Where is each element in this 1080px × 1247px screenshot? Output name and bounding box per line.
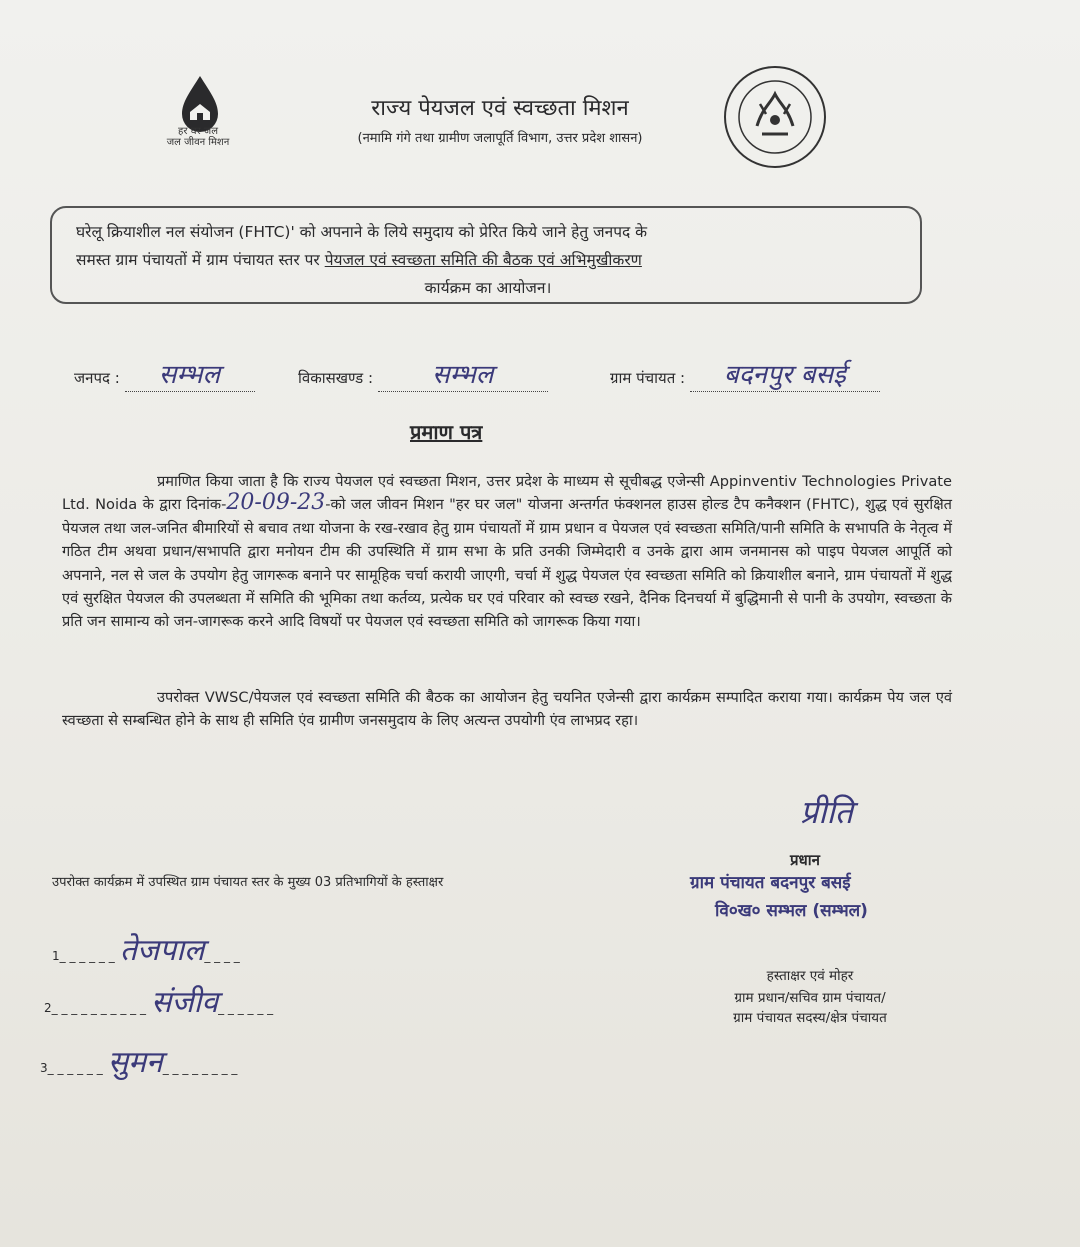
participant-row-1: 1_ _ _ _ _ _ तेजपाल_ _ _ _ — [52, 933, 240, 968]
logo-caption: हर घर जल जल जीवन मिशन — [166, 126, 230, 148]
program-title-line1: घरेलू क्रियाशील नल संयोजन (FHTC)' को अपनाने के लिये समुदाय को प्रेरित किये जाने हेतु जनपद के — [76, 223, 648, 241]
program-title-box — [50, 206, 922, 304]
participant-row-2: 2_ _ _ _ _ _ _ _ _ _ संजीव_ _ _ _ _ _ — [44, 985, 274, 1020]
participant-signature-2: संजीव — [151, 985, 219, 1020]
program-title-line3: कार्यक्रम का आयोजन। — [424, 279, 552, 297]
participants-intro: उपरोक्त कार्यक्रम में उपस्थित ग्राम पंचायत स्तर के मुख्य 03 प्रतिभागियों के हस्ताक्षर — [52, 875, 444, 890]
up-government-emblem — [722, 64, 828, 170]
district-value: सम्भल — [125, 355, 255, 392]
signatory-line-1: ग्राम प्रधान/सचिव ग्राम पंचायत/ — [734, 990, 886, 1006]
participant-signature-3: सुमन — [107, 1045, 163, 1080]
certificate-paragraph-1: प्रमाणित किया जाता है कि राज्य पेयजल एवं स्वच्छता मिशन, उत्तर प्रदेश के माध्यम से सूचीबद्ध एजेन्सी Appinventiv Technologies Private Ltd. Noida के द्वारा दिनांक-20-09-23-को जल जीवन मिशन "हर घर जल" योजना अन्तर्गत फंक्शनल हाउस होल्ड टैप कनैक्शन (FHTC), शुद्ध एवं सुरक्षित पेयजल तथा जल-जनित बीमारियों से बचाव तथा योजना के रख-रखाव हेतु ग्राम पंचायतों में ग्राम प्रधान व पेयजल एवं स्वच्छता समिति/पानी समिति के सभापति के नेतृत्व में गठित टीम अथवा प्रधान/सभापति द्वारा मनोयन टीम की उपस्थिति में ग्राम सभा के प्रति उनकी जिम्मेदारी व उनके द्वारा आम जनमानस को पाइप पेयजल आपूर्ति को अपनाने, नल से जल के उपयोग हेतु जागरूक बनाने पर सामूहिक चर्चा करायी जाएगी, चर्चा में शुद्ध पेयजल एंव स्वच्छता समिति को क्रियाशील बनाने, ग्राम पंचायतों में शुद्ध एवं सुरक्षित पेयजल की उपलब्धता में समिति की भूमिका तथा कर्तव्य, प्रत्येक घर एवं परिवार को स्वच्छ रखने, दैनिक दिनचर्या में बुद्धिमानी से पानी के उपयोग, स्वच्छता के प्रति जन सामान्य को जन-जागरूक करने आदि विषयों पर पेयजल एवं स्वच्छता समिति को जागरूक किया गया। — [62, 473, 952, 631]
participant-signature-1: तेजपाल — [119, 933, 205, 968]
sign-and-seal-label: हस्ताक्षर एवं मोहर — [766, 968, 854, 984]
pradhan-signature: प्रीति — [800, 793, 854, 831]
pradhan-title: प्रधान — [790, 851, 820, 869]
mission-subtitle: (नमामि गंगे तथा ग्रामीण जलापूर्ति विभाग, उत्तर प्रदेश शासन) — [357, 131, 643, 146]
district-field: जनपद : सम्भल — [74, 355, 255, 392]
program-title-underlined: पेयजल एवं स्वच्छता समिति की बैठक एवं अभिमुखीकरण — [324, 251, 642, 269]
participant-row-3: 3_ _ _ _ _ _ सुमन_ _ _ _ _ _ _ _ — [40, 1045, 238, 1080]
gram-panchayat-field: ग्राम पंचायत : बदनपुर बसई — [610, 355, 880, 392]
panchayat-stamp-line1: ग्राम पंचायत बदनपुर बसई — [690, 873, 851, 893]
certificate-heading: प्रमाण पत्र — [410, 420, 483, 444]
signatory-line-2: ग्राम पंचायत सदस्य/क्षेत्र पंचायत — [733, 1010, 887, 1026]
program-date: 20-09-23 — [226, 490, 326, 516]
mission-title: राज्य पेयजल एवं स्वच्छता मिशन — [371, 96, 629, 121]
gram-panchayat-value: बदनपुर बसई — [690, 355, 880, 392]
panchayat-stamp-line2: वि०ख० सम्भल (सम्भल) — [715, 901, 868, 921]
certificate-paragraph-2: उपरोक्त VWSC/पेयजल एवं स्वच्छता समिति की बैठक का आयोजन हेतु चयनित एजेन्सी द्वारा कार्यक्रम सम्पादित कराया गया। कार्यक्रम पेय जल एवं स्वच्छता से सम्बन्धित होने के साथ ही समिति एंव ग्रामीण जनसमुदाय के लिए अत्यन्त उपयोगी एंव लाभप्रद रहा। — [62, 689, 952, 730]
program-title-line2: समस्त ग्राम पंचायतों में ग्राम पंचायत स्तर पर पेयजल एवं स्वच्छता समिति की बैठक एवं अभिमुखीकरण — [76, 251, 642, 269]
block-field: विकासखण्ड : सम्भल — [298, 355, 548, 392]
block-value: सम्भल — [378, 355, 548, 392]
